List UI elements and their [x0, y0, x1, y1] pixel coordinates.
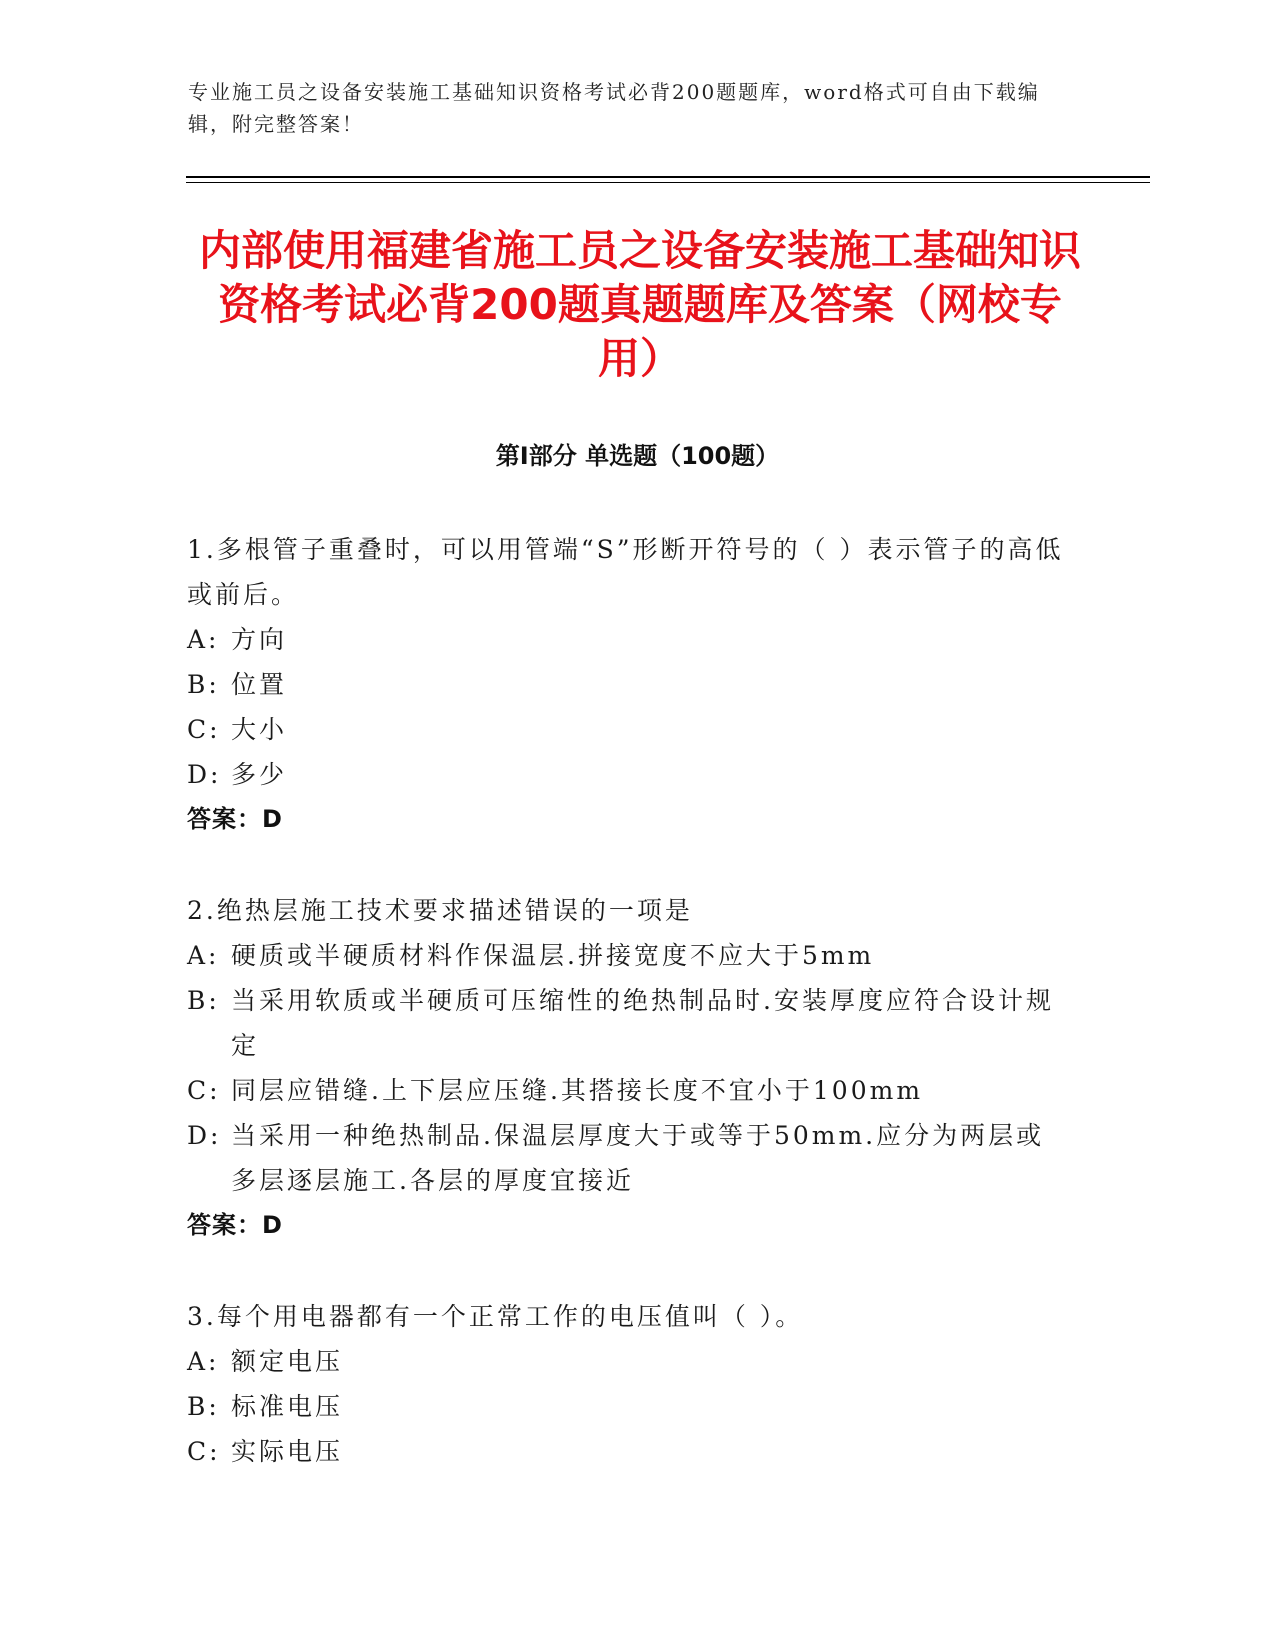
option-letter: C:: [187, 715, 221, 744]
option-letter: C:: [187, 1076, 221, 1105]
option-text: 大小: [231, 715, 288, 744]
document-title: 内部使用福建省施工员之设备安装施工基础知识资格考试必背200题真题题库及答案（网校专用）: [198, 226, 1081, 383]
option-d: [187, 1113, 1067, 1203]
option-letter: A:: [187, 625, 220, 654]
option-letter: D:: [187, 760, 222, 789]
option-b: [187, 1384, 1067, 1429]
option-letter: B:: [187, 986, 220, 1015]
option-letter: B:: [187, 670, 220, 699]
answer-label: 答案：D: [187, 805, 283, 833]
option-text: 方向: [231, 625, 288, 654]
option-text: 标准电压: [231, 1392, 344, 1421]
option-a: [187, 933, 1067, 978]
question-list: [187, 527, 1067, 1520]
option-letter: A:: [187, 941, 220, 970]
header-divider-thick: [186, 176, 1150, 178]
header-divider-thin: [186, 182, 1150, 183]
option-text: 位置: [231, 670, 288, 699]
option-text: 额定电压: [231, 1347, 344, 1376]
option-a: [187, 617, 1067, 662]
option-text: 当采用一种绝热制品.保温层厚度大于或等于50mm.应分为两层或多层逐层施工.各层的厚度宜接近: [231, 1121, 1045, 1195]
option-a: [187, 1339, 1067, 1384]
option-letter: C:: [187, 1437, 221, 1466]
answer-label: 答案：D: [187, 1211, 283, 1239]
option-c: [187, 1068, 1067, 1113]
option-text: 同层应错缝.上下层应压缝.其搭接长度不宜小于100mm: [231, 1076, 924, 1105]
option-letter: A:: [187, 1347, 220, 1376]
option-d: [187, 752, 1067, 797]
question-2: [187, 888, 1067, 1248]
question-stem: 2.绝热层施工技术要求描述错误的一项是: [187, 896, 693, 925]
question-1: [187, 527, 1067, 842]
option-c: [187, 1429, 1067, 1474]
option-letter: B:: [187, 1392, 220, 1421]
option-text: 多少: [231, 760, 288, 789]
question-3: [187, 1294, 1067, 1474]
question-stem: 3.每个用电器都有一个正常工作的电压值叫（ ）。: [187, 1302, 804, 1331]
option-text: 硬质或半硬质材料作保温层.拼接宽度不应大于5mm: [231, 941, 875, 970]
option-c: [187, 707, 1067, 752]
section-heading: 第Ⅰ部分 单选题（100题）: [495, 442, 780, 470]
option-letter: D:: [187, 1121, 222, 1150]
option-text: 实际电压: [231, 1437, 344, 1466]
question-stem: 1.多根管子重叠时，可以用管端“S”形断开符号的（ ）表示管子的高低或前后。: [187, 535, 1064, 609]
option-b: [187, 978, 1067, 1068]
option-b: [187, 662, 1067, 707]
header-note: 专业施工员之设备安装施工基础知识资格考试必背200题题库，word格式可自由下载编辑，附完整答案！: [188, 80, 1040, 136]
option-text: 当采用软质或半硬质可压缩性的绝热制品时.安装厚度应符合设计规定: [231, 986, 1054, 1060]
